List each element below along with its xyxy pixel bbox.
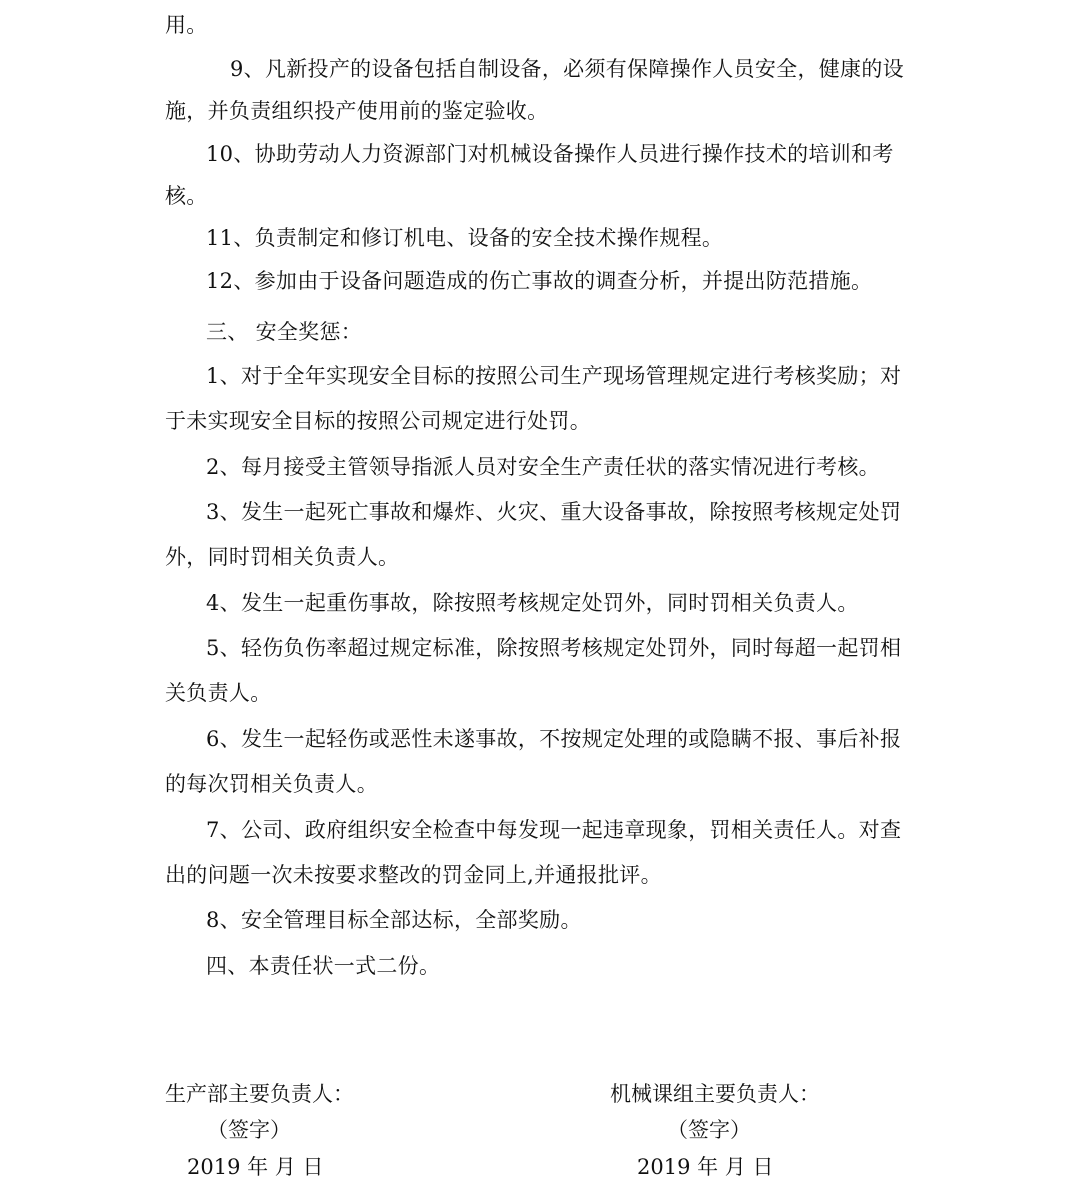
- text-line: 用。: [165, 13, 208, 37]
- text-line: 9、凡新投产的设备包括自制设备，必须有保障操作人员安全，健康的设: [230, 57, 904, 81]
- text-line: 的每次罚相关负责人。: [165, 772, 378, 796]
- signature-title: 机械课组主要负责人：: [610, 1082, 820, 1106]
- text-line: 外，同时罚相关负责人。: [165, 545, 400, 569]
- text-line: 11、负责制定和修订机电、设备的安全技术操作规程。: [206, 226, 724, 250]
- text-line: 1、对于全年实现安全目标的按照公司生产现场管理规定进行考核奖励；对: [206, 364, 902, 388]
- text-line: 3、发生一起死亡事故和爆炸、火灾、重大设备事故，除按照考核规定处罚: [206, 500, 902, 524]
- text-line: 7、公司、政府组织安全检查中每发现一起违章现象，罚相关责任人。对查: [206, 818, 902, 842]
- text-line: 8、安全管理目标全部达标，全部奖励。: [206, 908, 582, 932]
- text-line: 于未实现安全目标的按照公司规定进行处罚。: [165, 409, 591, 433]
- text-line: 2、每月接受主管领导指派人员对安全生产责任状的落实情况进行考核。: [206, 455, 880, 479]
- signature-date: 2019 年 月 日: [637, 1155, 774, 1179]
- text-line: 6、发生一起轻伤或恶性未遂事故，不按规定处理的或隐瞒不报、事后补报: [206, 727, 902, 751]
- section-heading: 三、 安全奖惩：: [206, 320, 363, 344]
- text-line: 核。: [165, 184, 208, 208]
- text-line: 4、发生一起重伤事故，除按照考核规定处罚外，同时罚相关负责人。: [206, 591, 859, 615]
- signature-date: 2019 年 月 日: [187, 1155, 324, 1179]
- text-line: 12、参加由于设备问题造成的伤亡事故的调查分析，并提出防范措施。: [206, 269, 873, 293]
- text-line: 关负责人。: [165, 681, 272, 705]
- text-line: 出的问题一次未按要求整改的罚金同上,并通报批评。: [165, 863, 662, 887]
- text-line: 四、本责任状一式二份。: [206, 954, 441, 978]
- signature-title: 生产部主要负责人：: [165, 1082, 354, 1106]
- signature-sign: （签字）: [207, 1118, 291, 1142]
- text-line: 施，并负责组织投产使用前的鉴定验收。: [165, 99, 549, 123]
- text-line: 5、轻伤负伤率超过规定标准，除按照考核规定处罚外，同时每超一起罚相: [206, 636, 902, 660]
- signature-sign: （签字）: [667, 1118, 751, 1142]
- text-line: 10、协助劳动人力资源部门对机械设备操作人员进行操作技术的培训和考: [206, 142, 894, 166]
